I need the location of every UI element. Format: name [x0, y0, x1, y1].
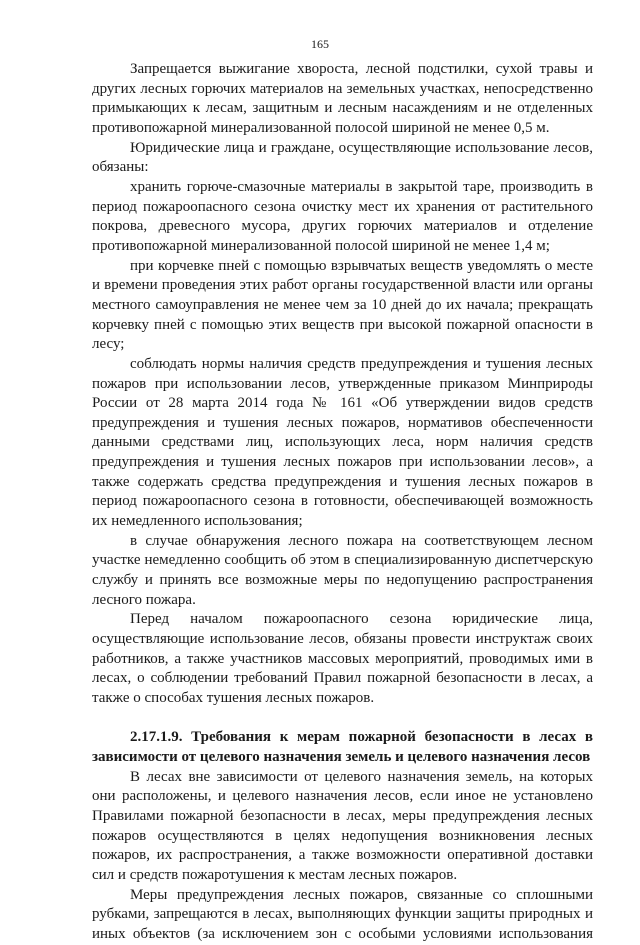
paragraph-fuel-storage: хранить горюче-смазочные материалы в закрытой таре, производить в период пожароопасного сезона очистку мест их хранения от растительного покрова, древесного мусора, других горючих материалов и отделение противопожарной минерализованной полосой шириной не менее 1,4 м;: [92, 178, 593, 254]
paragraph-obligations-intro: Юридические лица и граждане, осуществляющие использование лесов, обязаны:: [92, 139, 593, 176]
paragraph-briefing: Перед началом пожароопасного сезона юридические лица, осуществляющие использование лесов, обязаны провести инструктаж своих работников, а также участников массовых мероприятий, проводимых ими в лесах, о соблюдении требований Правил пожарной безопасности в лесах, а также о способах тушения лесных пожаров.: [92, 611, 593, 706]
paragraph-clear-cutting: Меры предупреждения лесных пожаров, связанные со сплошными рубками, запрещаются в лесах, выполняющих функции защиты природных и иных объектов (за исключением зон с особыми условиями использования: [92, 886, 593, 942]
document-body: [92, 60, 593, 945]
paragraph-equipment-norms: соблюдать нормы наличия средств предупреждения и тушения лесных пожаров при использовании лесов, утвержденные приказом Минприроды России от 28 марта 2014 года № 161 «Об утверждении видов средств предупреждения и тушения лесных пожаров, нормативов обеспеченности данными средствами лиц, использующих леса, норм наличия средств предупреждения и тушения лесных пожаров при использовании лесов», а также содержать средства предупреждения и тушения лесных пожаров в период пожароопасного сезона в готовности, обеспечивающей возможность их немедленного использования;: [92, 355, 593, 530]
paragraph-burning-ban: Запрещается выжигание хвороста, лесной подстилки, сухой травы и других лесных горючих материалов на земельных участках, непосредственно примыкающих к лесам, защитным и лесным насаждениям и не отделенных противопожарной минерализованной полосой шириной не менее 0,5 м.: [92, 61, 593, 136]
page-number: 165: [311, 37, 329, 51]
section-heading: 2.17.1.9. Требования к мерам пожарной безопасности в лесах в зависимости от целевого назначения земель и целевого назначения лесов: [92, 729, 593, 765]
paragraph-fire-report: в случае обнаружения лесного пожара на соответствующем лесном участке немедленно сообщить об этом в специализированную диспетчерскую службу и принять все возможные меры по недопущению распространения лесного пожара.: [92, 532, 593, 608]
paragraph-stump-removal: при корчевке пней с помощью взрывчатых веществ уведомлять о месте и времени проведения этих работ органы государственной власти или органы местного самоуправления не менее чем за 10 дней до их начала; прекращать корчевку пней с помощью этих веществ при высокой пожарной опасности в лесу;: [92, 257, 593, 353]
paragraph-prevention-measures: В лесах вне зависимости от целевого назначения земель, на которых они расположены, и целевого назначения лесов, если иное не установлено Правилами пожарной безопасности в лесах, меры предупреждения лесных пожаров осуществляются в целях недопущения возникновения лесных пожаров, их распространения, а также возможности оперативной доставки сил и средств пожаротушения к местам лесных пожаров.: [92, 768, 593, 883]
